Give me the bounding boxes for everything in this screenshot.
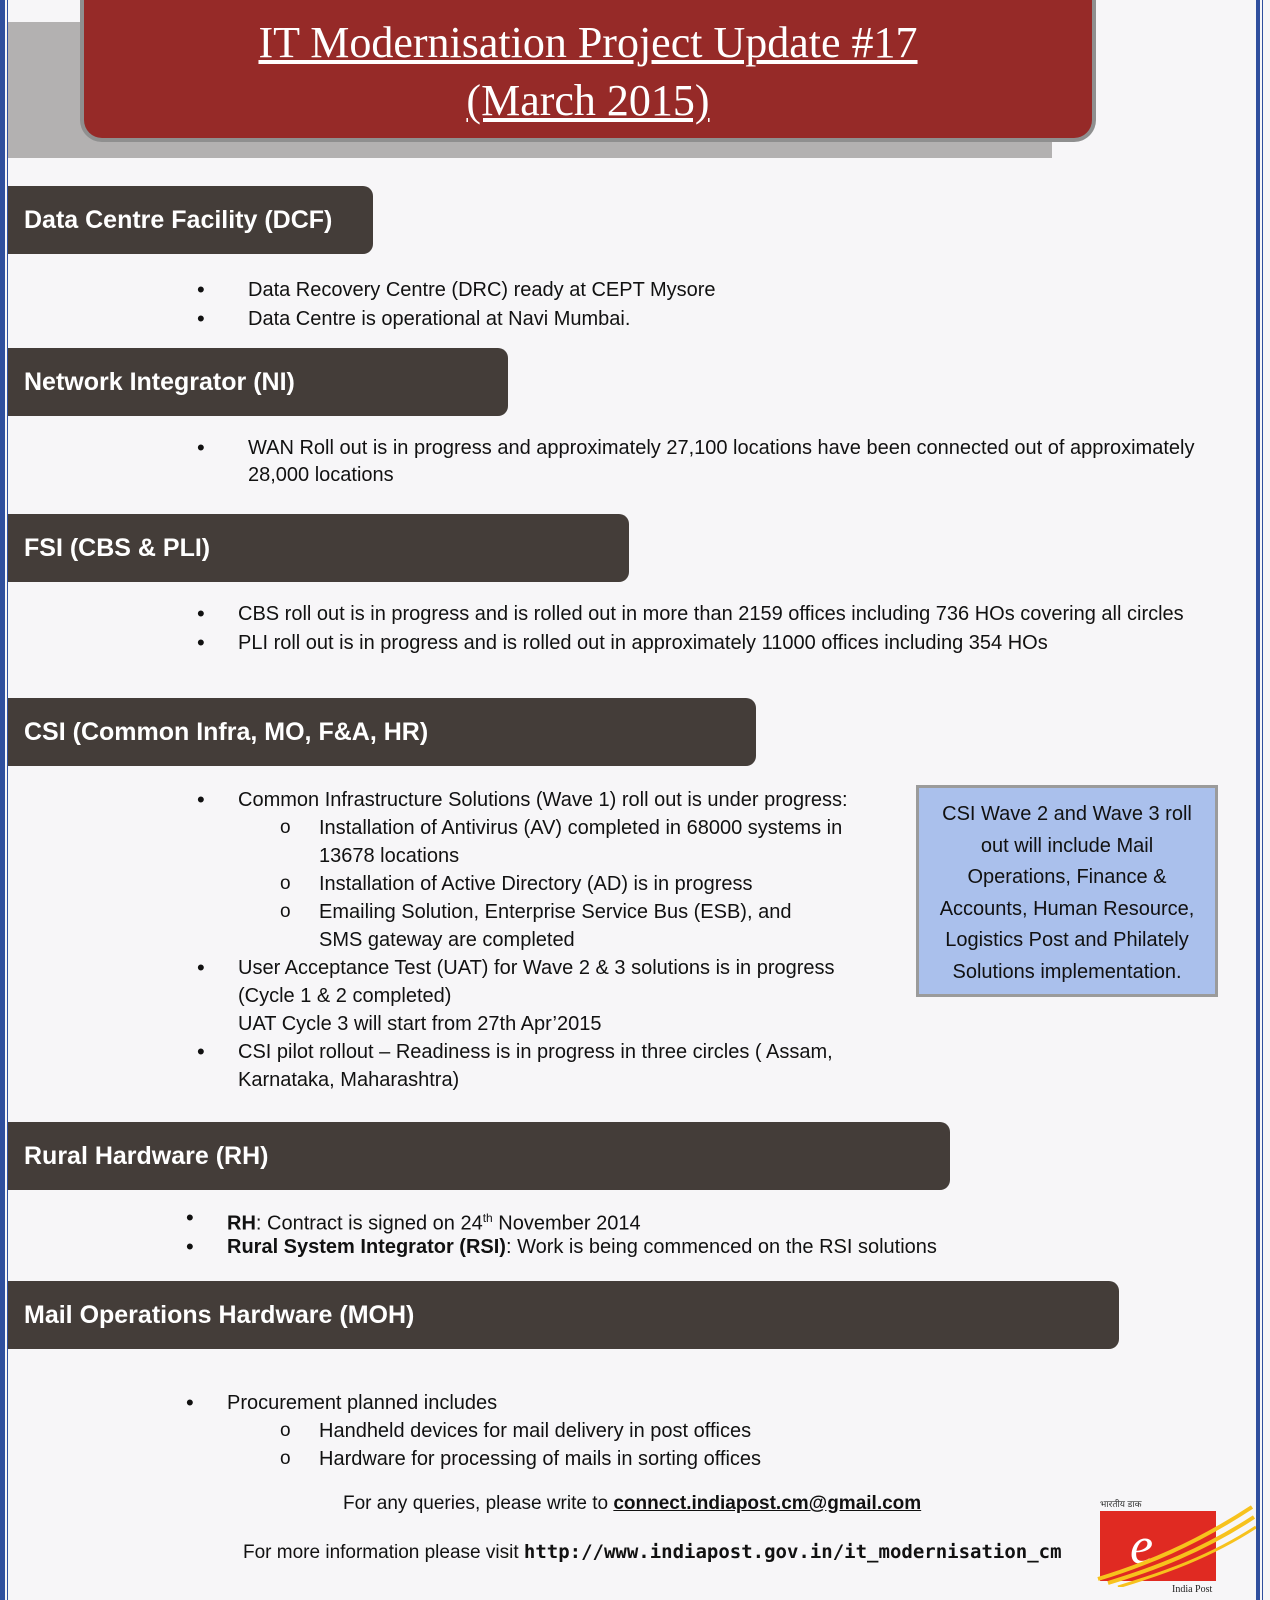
csi-bullet-2-line-1: User Acceptance Test (UAT) for Wave 2 & 3 solutions is in progress (238, 957, 835, 979)
csi-bullet-3-line-2: Karnataka, Maharashtra) (238, 1069, 460, 1091)
csi-bullet-1: Common Infrastructure Solutions (Wave 1) roll out is under progress: (238, 789, 848, 811)
page-border-right-thin (1262, 0, 1263, 1600)
sub-bullet-glyph: o (280, 1420, 291, 1441)
csi-sub-bullet-3-line-1: Emailing Solution, Enterprise Service Bus (ESB), and (319, 901, 792, 923)
sub-bullet-glyph: o (280, 817, 291, 838)
footer-query-line (343, 1491, 921, 1517)
bullet-glyph: • (186, 1205, 194, 1230)
info-box-line: out will include Mail (980, 834, 1154, 857)
bullet-glyph: • (197, 630, 205, 655)
bullet-glyph: • (186, 1234, 194, 1259)
info-box-line: Operations, Finance & (967, 866, 1167, 888)
csi-sub-bullet-1-line-1: Installation of Antivirus (AV) completed in 68000 systems in (319, 817, 843, 839)
csi-sub-bullet-1-line-2: 13678 locations (319, 845, 460, 867)
info-box-line: Logistics Post and Philately (945, 929, 1189, 951)
rh-bullet-1-end: November 2014 (492, 1212, 641, 1235)
page-border-left (0, 0, 5, 1600)
csi-sub-bullet-3-line-2: SMS gateway are completed (319, 929, 575, 951)
ni-bullet-line-1: WAN Roll out is in progress and approximately 27,100 locations have been connected out of approximately (248, 437, 1195, 459)
moh-sub-bullet-1: Handheld devices for mail delivery in post offices (319, 1420, 752, 1442)
logo-e-letter: e (1130, 1518, 1154, 1575)
bullet-glyph: • (197, 435, 205, 460)
logo-hindi-text: भारतीय डाक (1100, 1499, 1142, 1509)
bullet-glyph: • (197, 277, 205, 302)
fsi-bullet-2: PLI roll out is in progress and is rolled out in approximately 11000 offices including 354 HOs (238, 632, 1048, 654)
title-banner (80, 0, 1096, 142)
website-link[interactable]: http://www.indiapost.gov.in/it_modernisation_cm (523, 1541, 1062, 1563)
india-post-logo (1094, 1497, 1256, 1597)
info-box-line: CSI Wave 2 and Wave 3 roll (942, 803, 1192, 825)
contact-email-link[interactable]: connect.indiapost.cm@gmail.com (613, 1493, 922, 1514)
bullet-glyph: • (197, 1039, 205, 1064)
footer-visit-text: For more information please visit (243, 1542, 524, 1563)
bullet-glyph: • (197, 955, 205, 980)
csi-bullet-2-line-2: (Cycle 1 & 2 completed) (238, 985, 452, 1007)
rh-bullet-1-bold: RH (227, 1212, 256, 1235)
section-heading-csi: CSI (Common Infra, MO, F&A, HR) (8, 698, 756, 766)
section-heading-fsi: FSI (CBS & PLI) (8, 514, 629, 582)
fsi-bullet-1: CBS roll out is in progress and is rolled out in more than 2159 offices including 736 HOs covering all circles (238, 603, 1184, 625)
footer-visit-line (243, 1539, 1062, 1566)
bullet-glyph: • (186, 1390, 194, 1415)
section-heading-moh: Mail Operations Hardware (MOH) (8, 1281, 1119, 1349)
csi-bullet-3-line-1: CSI pilot rollout – Readiness is in progress in three circles ( Assam, (238, 1041, 833, 1063)
ni-bullet-line-2: 28,000 locations (248, 464, 394, 486)
page-subtitle-date: (March 2015) (466, 76, 710, 125)
bullet-glyph: • (197, 787, 205, 812)
rh-bullet-2-bold: Rural System Integrator (RSI) (227, 1236, 506, 1258)
info-box-line: Accounts, Human Resource, (939, 897, 1195, 920)
csi-bullet-2-line-3: UAT Cycle 3 will start from 27th Apr’2015 (238, 1013, 602, 1035)
section-heading-ni: Network Integrator (NI) (8, 348, 508, 416)
csi-wave-info-box (916, 785, 1218, 997)
sub-bullet-glyph: o (280, 873, 291, 894)
logo-swoosh-icon (1094, 1505, 1256, 1587)
rh-bullet-2 (227, 1233, 937, 1261)
footer-query-text: For any queries, please write to (343, 1493, 614, 1514)
page-border-right (1256, 0, 1260, 1600)
rh-bullet-1-superscript: th (482, 1211, 493, 1225)
rh-bullet-2-text: : Work is being commenced on the RSI solutions (505, 1236, 937, 1258)
dcf-bullet-1: Data Recovery Centre (DRC) ready at CEPT Mysore (248, 279, 716, 301)
sub-bullet-glyph: o (280, 901, 291, 922)
logo-caption: India Post (1172, 1584, 1213, 1595)
csi-sub-bullet-2: Installation of Active Directory (AD) is in progress (319, 873, 753, 895)
section-heading-rh: Rural Hardware (RH) (8, 1122, 950, 1190)
bullet-glyph: • (197, 601, 205, 626)
info-box-line: Solutions implementation. (952, 960, 1182, 983)
page-title: IT Modernisation Project Update #17 (258, 18, 918, 67)
bullet-glyph: • (197, 306, 205, 331)
moh-sub-bullet-2: Hardware for processing of mails in sorting offices (319, 1448, 762, 1470)
section-heading-dcf: Data Centre Facility (DCF) (8, 186, 373, 254)
moh-bullet-1: Procurement planned includes (227, 1392, 498, 1414)
rh-bullet-1-text: : Contract is signed on 24 (255, 1212, 483, 1235)
dcf-bullet-2: Data Centre is operational at Navi Mumbai. (248, 308, 631, 330)
sub-bullet-glyph: o (280, 1448, 291, 1469)
